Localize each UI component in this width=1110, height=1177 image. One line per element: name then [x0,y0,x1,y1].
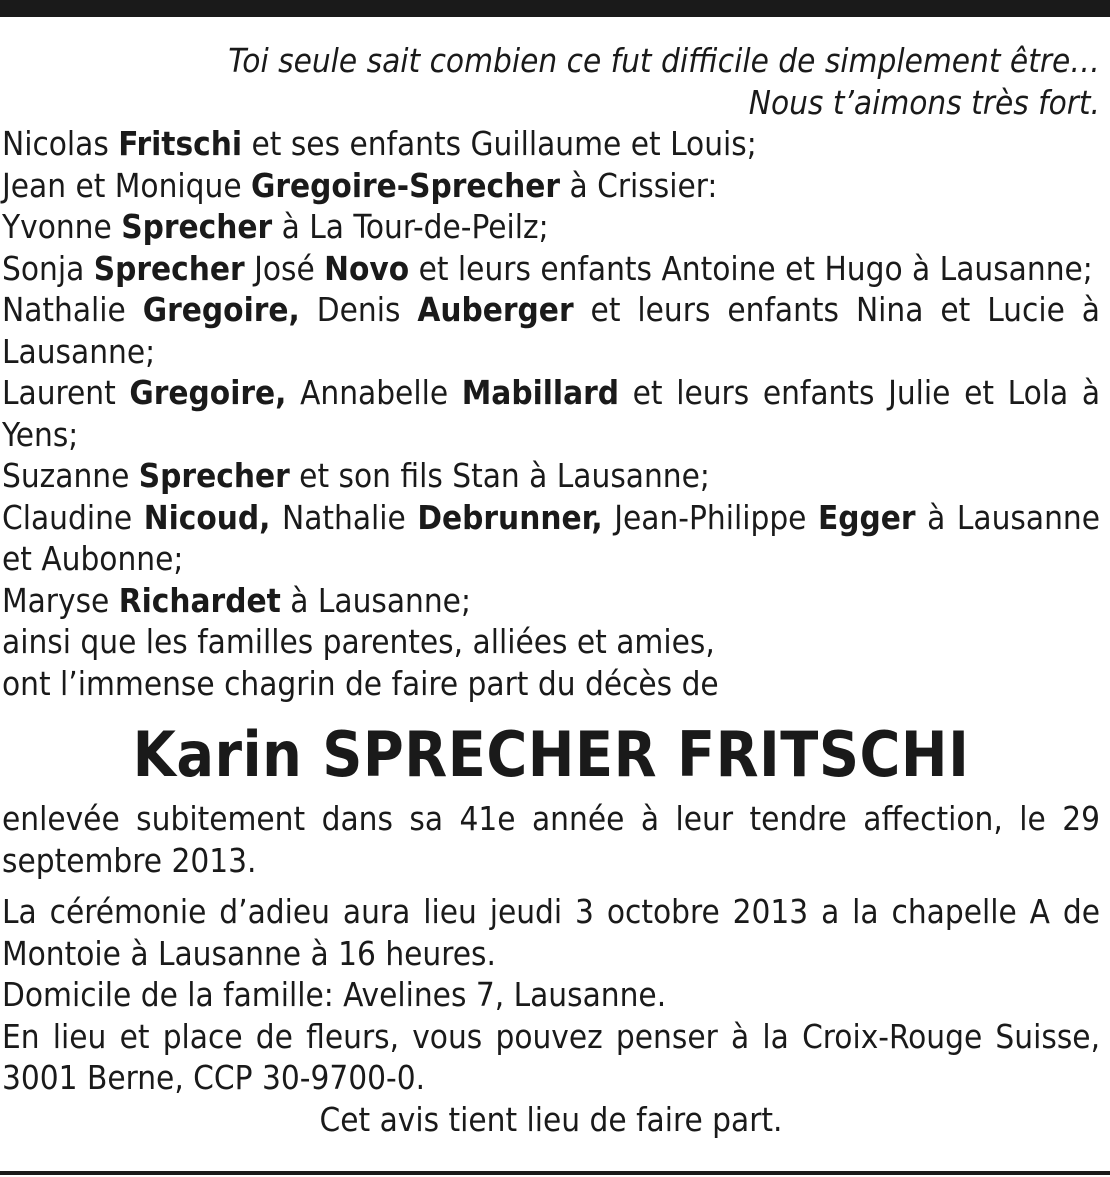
surname: Richardet [118,580,281,620]
mourner-text: Laurent [2,373,130,412]
mourner-text: et leurs enfants Julie et Lola à Yens; [2,373,1101,454]
mourner-text: Claudine [2,497,144,537]
donation-info: En lieu et place de fleurs, vous pouvez penser à la Croix-Rouge Suisse, 3001 Berne, CCP 30-9700-0. [2,1016,1100,1097]
mourner-text: à Lausanne et Aubonne; [2,497,1100,578]
surname: Egger [818,497,916,537]
mourner-text: Annabelle [286,373,462,412]
mourner-entry [2,455,1100,497]
mourner-text: Suzanne [2,456,139,495]
mourner-text: Nicolas [2,124,119,163]
surname: Sprecher [138,456,290,495]
surname: Gregoire, [129,373,287,412]
mourner-entry [2,372,1100,455]
surname: Sprecher [93,248,245,288]
bottom-border [0,1171,1110,1175]
surname: Auberger [417,290,574,329]
surname: Mabillard [461,373,620,412]
surname: Fritschi [118,124,243,163]
mourner-text: à La Tour-de-Peilz; [272,207,549,246]
mourner-text: Jean-Philippe [602,497,818,537]
deceased-name: Karin SPRECHER FRITSCHI [132,718,970,791]
epigraph-line: Toi seule sait combien ce fut difficile de simplement être… [228,41,1100,80]
mourner-text: Sonja [2,248,94,288]
mourner-text: Nathalie [2,290,143,329]
domicile-info: Domicile de la famille: Avelines 7, Lausanne. [2,975,667,1014]
surname: Gregoire-Sprecher [251,165,561,205]
mourner-text: Yvonne [2,207,122,246]
surname: Sprecher [121,207,273,246]
mourner-text: à Lausanne; [280,580,471,620]
intro-line: ainsi que les familles parentes, alliées et amies, [2,622,715,661]
obituary-content [2,40,1100,1140]
surname: Nicoud, [143,497,271,537]
mourner-text: Nathalie [270,497,418,537]
mourners-list [2,123,1100,621]
surname: Novo [324,248,410,288]
closing-note: Cet avis tient lieu de faire part. [319,1099,783,1139]
mourner-text: et leurs enfants Nina et Lucie à Lausanne; [2,290,1100,371]
mourner-text: Jean et Monique [2,165,252,205]
mourner-entry [2,497,1100,580]
mourner-text: à Crissier: [560,165,718,205]
surname: Gregoire, [142,290,300,329]
death-notice: enlevée subitement dans sa 41e année à leur tendre affection, le 29 septembre 2013. [2,799,1100,880]
mourner-text: et son fils Stan à Lausanne; [289,456,710,495]
surname: Debrunner, [417,497,603,537]
epigraph [2,40,1100,123]
mourner-text: José [244,248,325,288]
intro-line: ont l’immense chagrin de faire part du décès de [2,663,719,703]
mourner-entry [2,123,1100,165]
mourner-entry [2,206,1100,248]
top-border [0,0,1110,17]
epigraph-line: Nous t’aimons très fort. [748,82,1100,122]
mourner-entry [2,289,1100,372]
mourner-text: et leurs enfants Antoine et Hugo à Lausanne; [409,248,1093,288]
mourner-text: Maryse [2,580,119,620]
mourner-entry [2,165,1100,207]
mourner-text: et ses enfants Guillaume et Louis; [242,124,757,163]
mourner-entry [2,580,1100,622]
mourner-entry [2,248,1100,290]
mourner-text: Denis [299,290,418,329]
ceremony-info: La cérémonie d’adieu aura lieu jeudi 3 octobre 2013 a la chapelle A de Montoie à Lausanne à 16 heures. [2,892,1100,973]
